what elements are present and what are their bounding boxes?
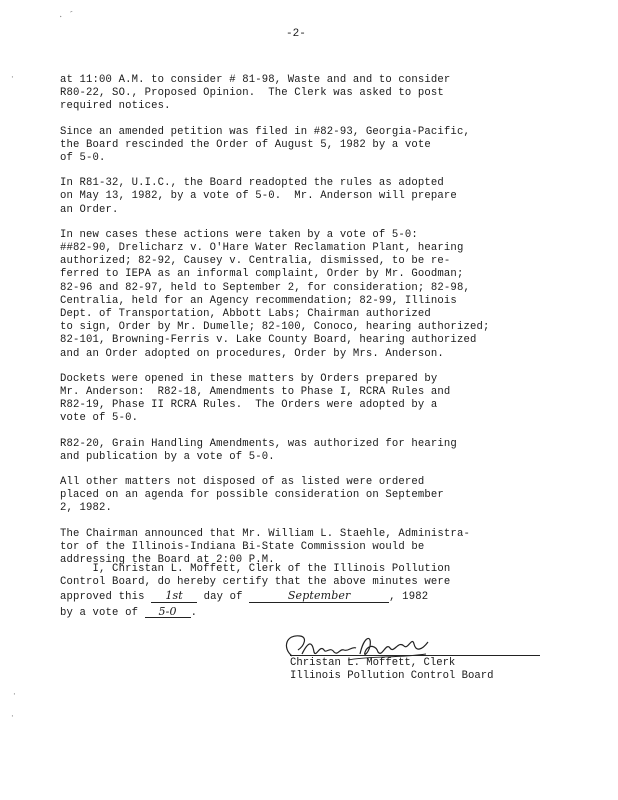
paragraph-uic-rules: In R81-32, U.I.C., the Board readopted the rules as adopted on May 13, 1982, by a vote of 5-0. Mr. Anderson will prepare an Order. — [60, 177, 457, 216]
certification-block — [60, 563, 450, 620]
paragraph-new-cases: In new cases these actions were taken by a vote of 5-0: ##82-90, Drelicharz v. O'Hare Water Reclamation Plant, hearing authorized; 82-92, Causey v. Centralia, dismissed, to be re- ferred to IEPA as an informal complaint, Order by Mr. Goodman; 82-96 and 82-97, held to September 2, for consideration; 82-98, Centralia, held for an Agency recommendation; 82-99, Illinois Dept. of Transportation, Abbott Labs; Chairman authorized to sign, Order by Mr. Dumelle; 82-100, Conoco, hearing authorized; 82-101, Browning-Ferris v. Lake County Board, hearing authorized and an Order adopted on procedures, Order by Mrs. Anderson. — [60, 228, 490, 360]
minutes-body — [60, 74, 530, 579]
signatory-name: Christan L. Moffett, Clerk — [290, 657, 456, 669]
paragraph-other-matters: All other matters not disposed of as listed were ordered placed on an agenda for possible consideration on September 2, 1982. — [60, 476, 444, 515]
certification-line-3: approved this 1st day of September , 1982 — [60, 589, 429, 604]
paragraph-dockets-opened: Dockets were opened in these matters by Orders prepared by Mr. Anderson: R82-18, Amendments to Phase I, RCRA Rules and R82-19, Phase II RCRA Rules. The Orders were adopted by a vote of 5-0. — [60, 372, 451, 425]
paragraph-hearing-schedule: at 11:00 A.M. to consider # 81-98, Waste and and to consider R80-22, SO., Proposed Opinion. The Clerk was asked to post required notices. — [60, 74, 451, 113]
scan-speck: · — [12, 690, 17, 699]
certification-line-4: by a vote of 5-0 . — [60, 604, 198, 619]
day-field: 1st — [151, 589, 197, 602]
corner-scan-mark: · - — [56, 6, 77, 23]
scan-speck: · — [10, 73, 15, 82]
signature-line — [290, 655, 540, 656]
page-number: -2- — [286, 28, 306, 40]
paragraph-georgia-pacific: Since an amended petition was filed in #82-93, Georgia-Pacific, the Board rescinded the Order of August 5, 1982 by a vote of 5-0. — [60, 125, 470, 165]
certification-line-2: Control Board, do hereby certify that the above minutes were — [60, 576, 451, 589]
month-field: September — [249, 589, 389, 602]
signatory-organization: Illinois Pollution Control Board — [290, 670, 494, 682]
paragraph-grain-handling: R82-20, Grain Handling Amendments, was authorized for hearing and publication by a vote of 5-0. — [60, 437, 457, 463]
paragraph-chairman-announcement: The Chairman announced that Mr. William L. Staehle, Administra- tor of the Illinois-Indiana Bi-State Commission would be addressing the Board at 2:00 P.M. — [60, 527, 470, 567]
scan-speck: · — [10, 712, 15, 721]
certification-line-1: I, Christan L. Moffett, Clerk of the Illinois Pollution — [60, 563, 451, 575]
vote-field: 5-0 — [145, 605, 191, 618]
signature-block — [278, 628, 558, 688]
